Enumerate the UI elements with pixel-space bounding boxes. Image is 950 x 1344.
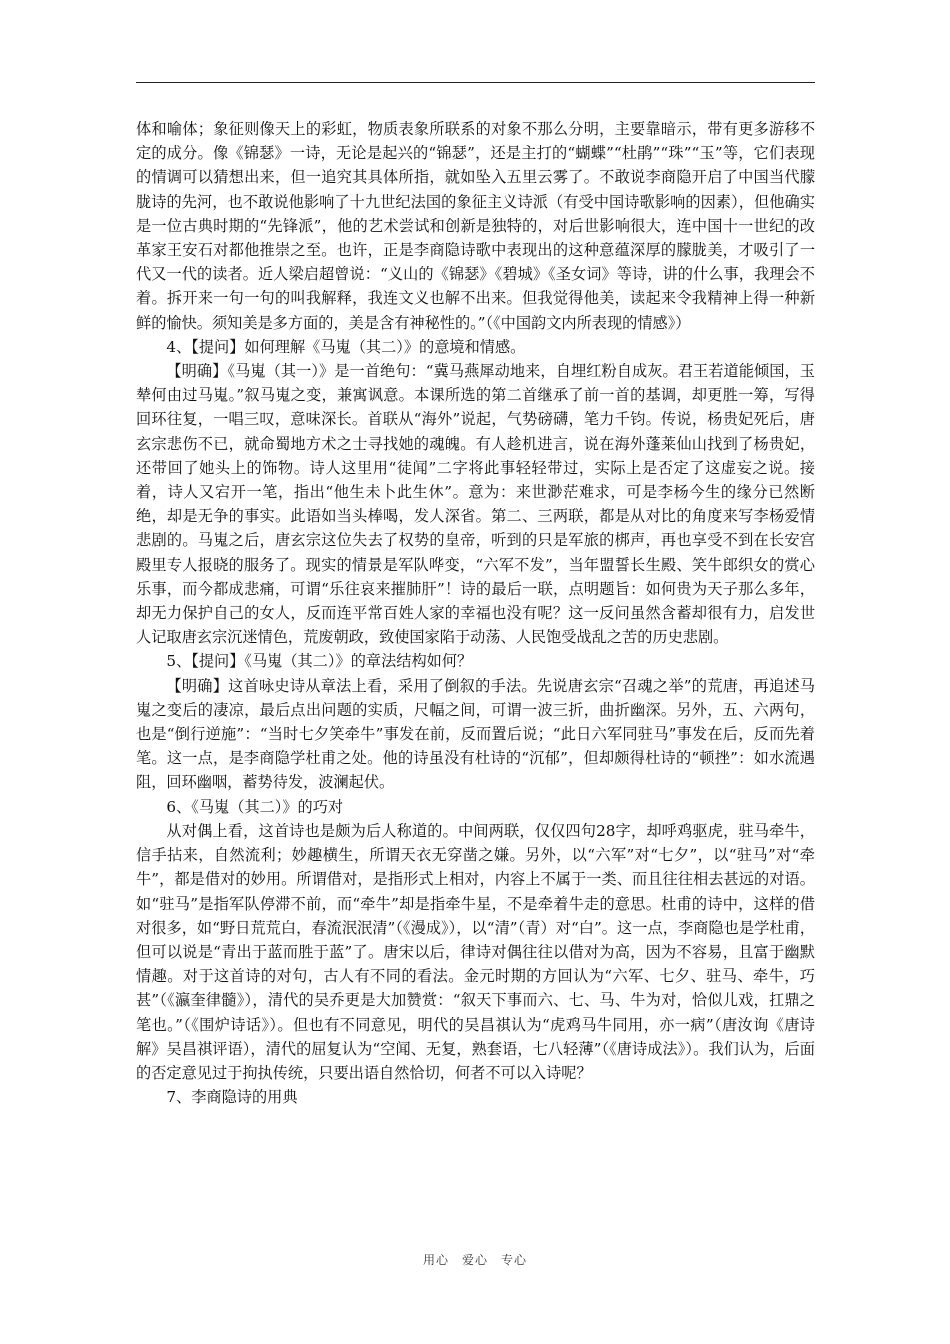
header-rule (136, 82, 815, 83)
question-4-heading: 4、【提问】如何理解《马嵬（其二）》的意境和情感。 (166, 337, 526, 356)
answer-5-paragraph: 【明确】这首咏史诗从章法上看，采用了倒叙的手法。先说唐玄宗“召魂之举”的荒唐，再追述马嵬之变后的凄凉，最后点出问题的实质，尺幅之间，可谓一波三折，曲折幽深。另外，五、六两句，也是“倒行逆施”：“当时七夕笑牵牛”事发在前，反而置后说；“此日六军同驻马”事发在后，反而先着笔。这一点，是李商隐学杜甫之处。他的诗虽没有杜诗的“沉郁”，但却颇得杜诗的“顿挫”：如水流遇阻，回环幽咽，蓄势待发，波澜起伏。 (136, 676, 815, 792)
section-6-heading: 6、《马嵬（其二）》的巧对 (166, 797, 344, 816)
section-6-paragraph: 从对偶上看，这首诗也是颇为后人称道的。中间两联，仅仅四句28字，却呼鸡驱虎，驻马牵牛，信手拈来，自然流利；妙趣横生，所谓天衣无穿凿之嫌。另外，以“六军”对“七夕”，以“驻马”对“牵牛”，都是借对的妙用。所谓借对，是指形式上相对，内容上不属于一类、而且往往相去甚远的对语。如“驻马”是指军队停滞不前，而“牵牛”却是指牵牛星，不是牵着牛走的意思。杜甫的诗中，这样的借对很多，如“野日荒荒白，春流泯泯清”（《漫成》），以“清”（青）对“白”。这一点，李商隐也是学杜甫，但可以说是“青出于蓝而胜于蓝”了。唐宋以后，律诗对偶往往以借对为高，因为不容易，且富于幽默情趣。对于这首诗的对句，古人有不同的看法。金元时期的方回认为“六军、七夕、驻马、牵牛，巧甚”（《瀛奎律髓》），清代的吴乔更是大加赞赏：“叙天下事而六、七、马、牛为对，恰似儿戏，扛鼎之笔也。”（《围炉诗话》）。但也有不同意见，明代的吴昌祺认为“虎鸡马牛同用，亦一病”（唐汝询《唐诗解》吴昌祺评语），清代的屈复认为“空闻、无复，熟套语，七八轻薄”（《唐诗成法》）。我们认为，后面的否定意见过于拘执传统，只要出语自然恰切，何者不可以入诗呢？ (136, 821, 815, 1082)
answer-4-paragraph: 【明确】《马嵬（其一）》是一首绝句：“冀马燕犀动地来，自埋红粉自成灰。君王若道能倾国，玉辇何由过马嵬。”叙马嵬之变，兼寓讽意。本课所选的第二首继承了前一首的基调，却更胜一筹，写得回环往复，一唱三叹，意味深长。首联从“海外”说起，气势磅礴，笔力千钧。传说，杨贵妃死后，唐玄宗悲伤不已，就命蜀地方术之士寻找她的魂魄。有人趁机进言，说在海外蓬莱仙山找到了杨贵妃，还带回了她头上的饰物。诗人这里用“徒闻”二字将此事轻轻带过，实际上是否定了这虚妄之说。接着，诗人又宕开一笔，指出“他生未卜此生休”。意为：来世渺茫难求，可是李杨今生的缘分已然断绝，却是无争的事实。此语如当头棒喝，发人深省。第二、三两联，都是从对比的角度来写李杨爱情悲剧的。马嵬之后，唐玄宗这位失去了权势的皇帝，听到的只是军旅的梆声，再也享受不到在长安宫殿里专人报晓的服务了。现实的情景是军队哗变，“六军不发”，当年盟誓长生殿、笑牛郎织女的赏心乐事，而今都成悲痛，可谓“乐往哀来摧肺肝”！诗的最后一联，点明题旨：如何贵为天子那么多年，却无力保护自己的女人，反而连平常百姓人家的幸福也没有呢？这一反问虽然含蓄却很有力，启发世人记取唐玄宗沉迷情色，荒废朝政，致使国家陷于动荡、人民饱受战乱之苦的历史悲剧。 (136, 362, 815, 647)
document-body (136, 117, 815, 1109)
page-footer: 用心 爱心 专心 (422, 1253, 527, 1267)
section-7-heading: 7、李商隐诗的用典 (166, 1088, 298, 1107)
body-paragraph: 体和喻体；象征则像天上的彩虹，物质表象所联系的对象不那么分明，主要靠暗示，带有更多游移不定的成分。像《锦瑟》一诗，无论是起兴的“锦瑟”，还是主打的“蝴蝶”“杜鹃”“珠”“玉”等，它们表现的情调可以猜想出来，但一追究其具体所指，就如坠入五里云雾了。不敢说李商隐开启了中国当代朦胧诗的先河，也不敢说他影响了十九世纪法国的象征主义诗派（有受中国诗歌影响的因素），但他确实是一位古典时期的“先锋派”，他的艺术尝试和创新是独特的，对后世影响很大，连中国十一世纪的改革家王安石对都他推崇之至。也许，正是李商隐诗歌中表现出的这种意蕴深厚的朦胧美，才吸引了一代又一代的读者。近人梁启超曾说：“义山的《锦瑟》《碧城》《圣女词》等诗，讲的什么事，我理会不着。拆开来一句一句的叫我解释，我连文义也解不出来。但我觉得他美，读起来令我精神上得一种新鲜的愉快。须知美是多方面的，美是含有神秘性的。”（《中国韵文内所表现的情感》） (136, 120, 815, 332)
question-5-heading: 5、【提问】《马嵬（其二）》的章法结构如何？ (166, 652, 473, 671)
